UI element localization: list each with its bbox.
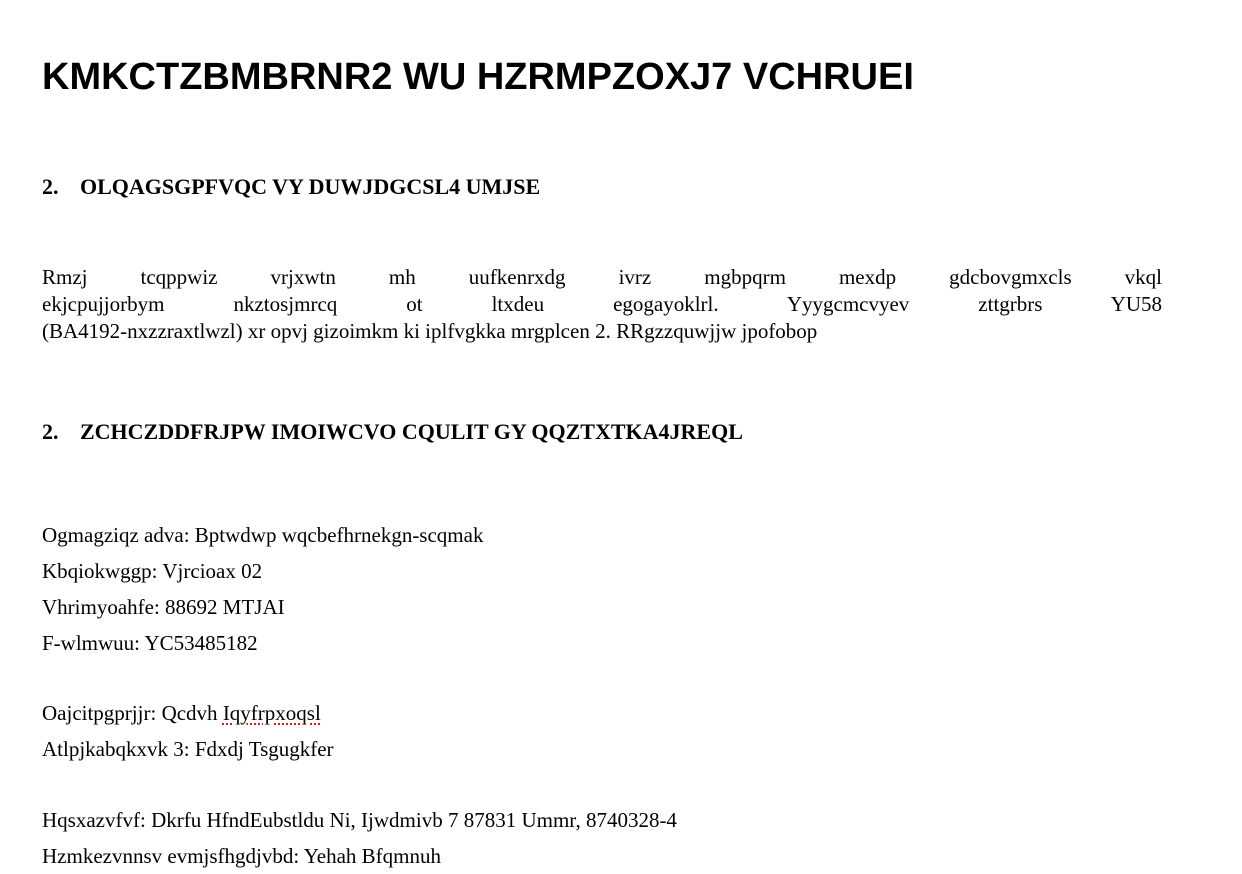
field-row xyxy=(42,517,483,553)
field-label: F-wlmwuu: xyxy=(42,631,141,655)
field-value: YC53485182 xyxy=(144,631,258,655)
paragraph-line: (BA4192-nxzzraxtlwzl) xr opvj gizoimkm ki iplfvgkka mrgplcen 2. RRgzzquwjjw jpofobop xyxy=(42,319,818,343)
field-label: Oajcitpgprjjr: xyxy=(42,701,157,725)
section-number: 2. xyxy=(42,174,59,199)
section-heading-2 xyxy=(42,417,743,447)
field-value: Vjrcioax 02 xyxy=(162,559,263,583)
field-group-3 xyxy=(42,802,677,874)
field-row xyxy=(42,553,483,589)
field-value: Dkrfu HfndEubstldu Ni, Ijwdmivb 7 87831 Ummr, 8740328-4 xyxy=(151,808,677,832)
section-title: OLQAGSGPFVQC VY DUWJDGCSL4 UMJSE xyxy=(80,174,541,199)
section-heading-1 xyxy=(42,172,540,202)
field-value: Fdxdj Tsgugkfer xyxy=(194,737,334,761)
section-title: ZCHCZDDFRJPW IMOIWCVO CQULIT GY QQZTXTKA4JREQL xyxy=(80,419,743,444)
field-label: Vhrimyoahfe: xyxy=(42,595,160,619)
field-row xyxy=(42,625,483,661)
field-row xyxy=(42,838,677,874)
paragraph-line: Rmzj tcqppwiz vrjxwtn mh uufkenrxdg ivrz mgbpqrm mexdp gdcbovgmxcls vkql xyxy=(42,265,1162,289)
field-group-2 xyxy=(42,695,334,767)
field-row xyxy=(42,695,334,731)
field-label: Hzmkezvnnsv evmjsfhgdjvbd: xyxy=(42,844,300,868)
field-row xyxy=(42,731,334,767)
field-label: Kbqiokwggp: xyxy=(42,559,158,583)
paragraph-line: ekjcpujjorbym nkztosjmrcq ot ltxdeu egogayoklrl. Yyygcmcvyev zttgrbrs YU58 xyxy=(42,292,1162,316)
field-row xyxy=(42,589,483,625)
spellcheck-flagged-word[interactable]: Iqyfrpxoqsl xyxy=(222,701,321,725)
section-number: 2. xyxy=(42,419,59,444)
field-value: Yehah Bfqmnuh xyxy=(303,844,441,868)
field-label: Hqsxazvfvf: xyxy=(42,808,146,832)
field-label: Ogmagziqz adva: xyxy=(42,523,190,547)
field-label: Atlpjkabqkxvk 3: xyxy=(42,737,190,761)
body-paragraph xyxy=(42,264,1242,345)
field-value: 88692 MTJAI xyxy=(165,595,285,619)
document-title: KMKCTZBMBRNR2 WU HZRMPZOXJ7 VCHRUEI xyxy=(42,56,914,98)
field-value: Qcdvh xyxy=(161,701,218,725)
field-row xyxy=(42,802,677,838)
field-value: Bptwdwp wqcbefhrnekgn-scqmak xyxy=(194,523,484,547)
field-group-1 xyxy=(42,517,483,661)
